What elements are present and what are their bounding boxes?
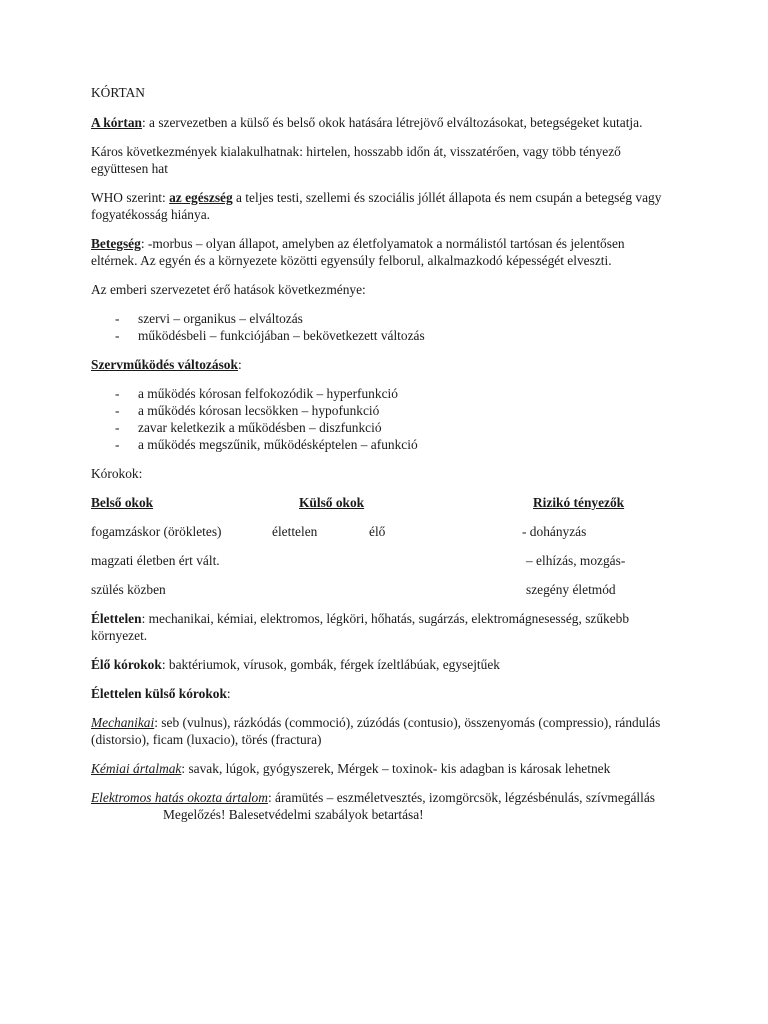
list-item [91,402,671,419]
prevention-text: Megelőzés! Balesetvédelmi szabályok betartása! [163,807,424,822]
outer-cause-lifeless: élettelen [272,524,318,539]
inner-cause: fogamzáskor (örökletes) [91,524,222,539]
outer-causes-header: Külső okok [299,495,365,510]
lifeless-external-heading: Élettelen külső kórokok: [91,686,231,701]
document-page [91,84,671,823]
electric-term: Elektromos hatás okozta ártalom [91,790,268,805]
illness-paragraph [91,235,671,269]
chemical-text: : savak, lúgok, gyógyszerek, Mérgek – toxinok- kis adagban is károsak lehetnek [181,761,611,776]
mechanical-paragraph [91,714,671,748]
lifeless-term: Élettelen [91,611,142,626]
risk-factor: – elhízás, mozgás- [526,553,626,568]
definition-paragraph [91,114,671,131]
electric-text: : áramütés – eszméletvesztés, izomgörcsök, légzésbénulás, szívmegállás [267,790,656,805]
causes-row [91,523,671,540]
who-text: a teljes testi, szellemi és szociális jóllét állapota és nem csupán a betegség vagy fogyatékosság hiánya. [91,190,662,222]
dash-bullet: - [115,420,120,435]
inner-causes-header: Belső okok [91,495,154,510]
consequences-paragraph: Káros következmények kialakulhatnak: hirtelen, hosszabb időn át, visszatérően, vagy több tényező együttesen hat [91,144,621,176]
list-item [91,327,671,344]
lifeless-external-term: Élettelen külső kórokok [91,686,227,701]
who-term: az egészség [169,190,233,205]
definition-text: : a szervezetben a külső és belső okok hatására létrejövő elváltozásokat, betegségeket kutatja. [141,115,643,130]
organ-changes-list [91,385,671,453]
list-item-text: működésbeli – funkciójában – bekövetkezett változás [138,328,425,343]
living-term: Élő kórokok [91,657,162,672]
illness-text: : -morbus – olyan állapot, amelyben az életfolyamatok a normálistól tartósan és jelentősen eltérnek. Az egyén és a környezete közötti egyensúly felborul, alkalmazkodó képességét elveszti. [91,236,625,268]
dash-bullet: - [115,437,120,452]
lifeless-text: : mechanikai, kémiai, elektromos, légköri, hőhatás, sugárzás, elektromágnesesség, szűkebb környezet. [91,611,630,643]
organ-changes-heading: Szervműködés változások: [91,357,242,372]
causes-label: Kórokok: [91,466,143,481]
organ-changes-term: Szervműködés változások [91,357,238,372]
list-item-text: a működés kórosan lecsökken – hypofunkció [138,403,380,418]
who-paragraph [91,189,671,223]
dash-bullet: - [115,386,120,401]
list-item [91,419,671,436]
mechanical-term: Mechanikai [91,715,155,730]
chemical-term: Kémiai ártalmak [91,761,182,776]
who-prefix: WHO szerint: [91,190,170,205]
mechanical-text: : seb (vulnus), rázkódás (commoció), zúzódás (contusio), összenyomás (compressio), rándulás (distorsio), ficam (luxacio), törés (fractura) [91,715,661,747]
dash-bullet: - [115,328,120,343]
electric-paragraph [91,789,671,823]
list-item [91,385,671,402]
risk-factors-header: Rizikó tényezők [533,495,625,510]
page-title: KÓRTAN [91,85,145,100]
dash-bullet: - [115,311,120,326]
list-item [91,310,671,327]
effects-intro: Az emberi szervezetet érő hatások következménye: [91,282,366,297]
causes-row [91,581,671,598]
outer-cause-living: élő [369,524,386,539]
list-item-text: a működés kórosan felfokozódik – hyperfunkció [138,386,398,401]
causes-header-row [91,494,671,511]
effects-list [91,310,671,344]
definition-term: A kórtan [91,115,142,130]
causes-row [91,552,671,569]
inner-cause: szülés közben [91,582,166,597]
dash-bullet: - [115,403,120,418]
list-item-text: a működés megszűnik, működésképtelen – afunkció [138,437,418,452]
list-item-text: zavar keletkezik a működésben – diszfunkció [138,420,382,435]
risk-factor: - dohányzás [522,524,587,539]
list-item [91,436,671,453]
chemical-paragraph [91,760,671,777]
inner-cause: magzati életben ért vált. [91,553,220,568]
living-text: : baktériumok, vírusok, gombák, férgek ízeltlábúak, egysejtűek [161,657,500,672]
living-paragraph [91,656,671,673]
list-item-text: szervi – organikus – elváltozás [138,311,303,326]
illness-term: Betegség [91,236,141,251]
lifeless-paragraph [91,610,671,644]
risk-factor: szegény életmód [526,582,616,597]
